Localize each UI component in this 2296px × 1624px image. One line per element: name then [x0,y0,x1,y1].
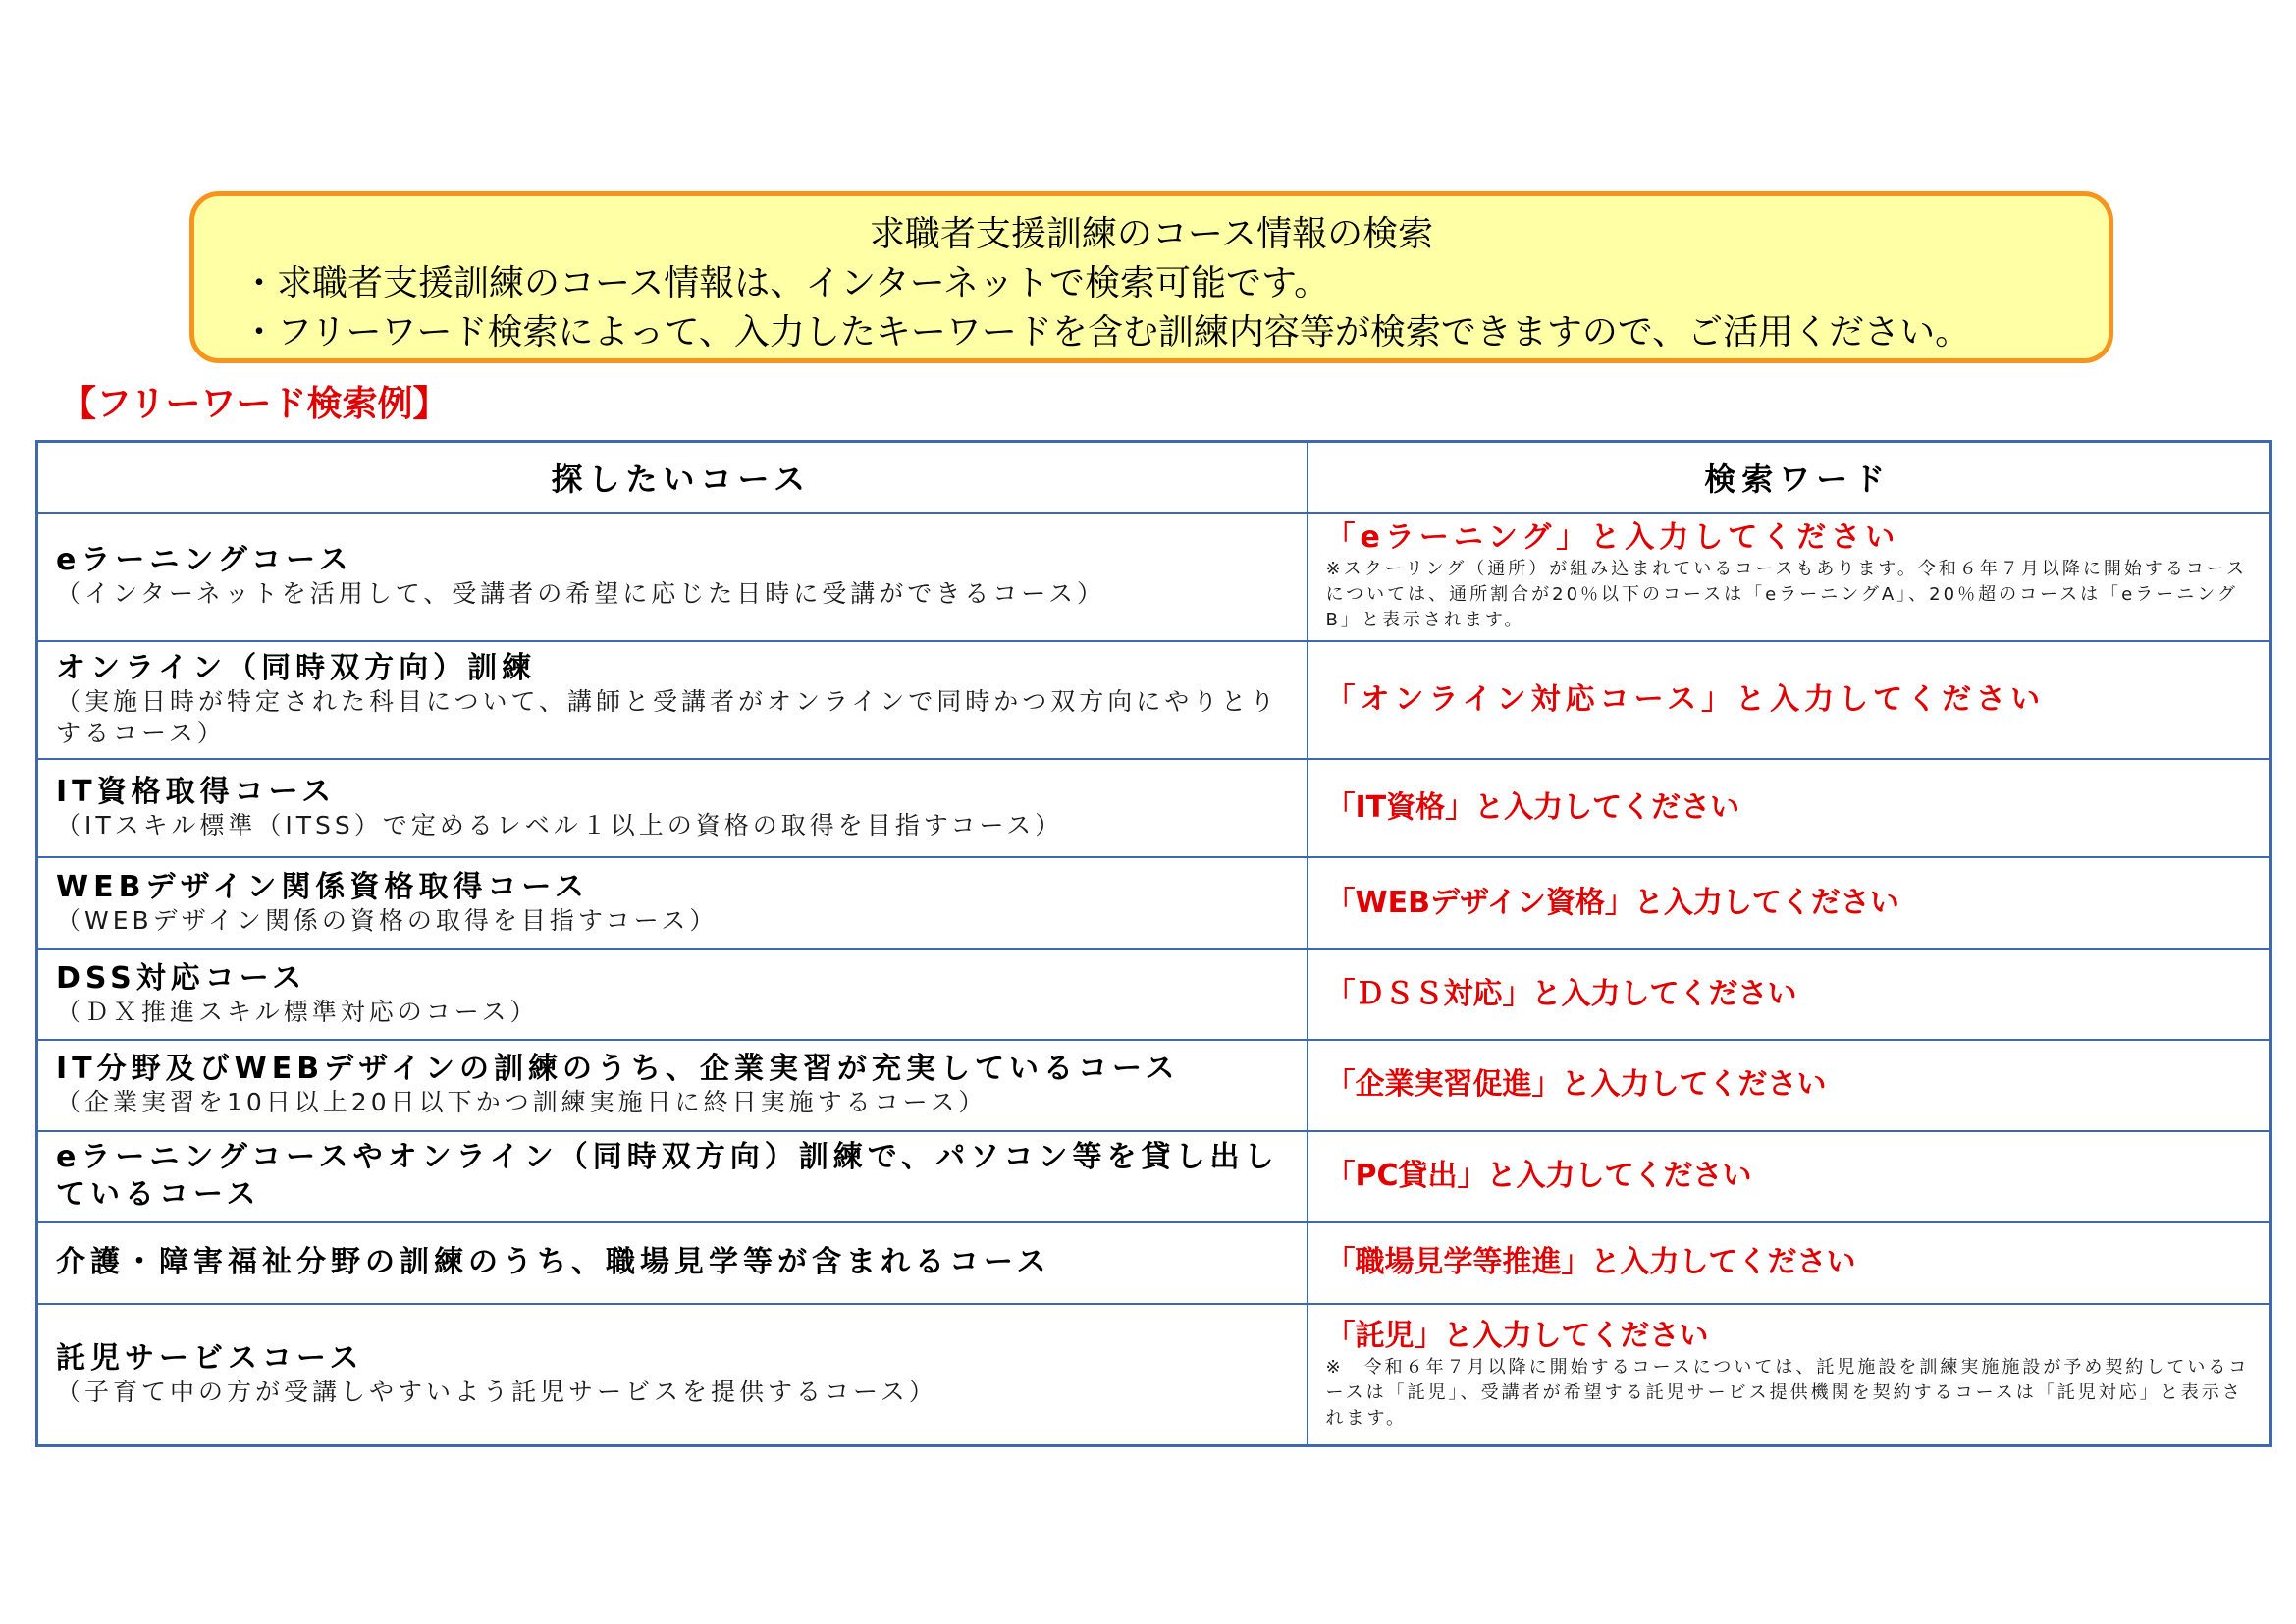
search-keyword: 「eラーニング」と入力してください [1325,520,1900,555]
search-keyword: 「PC貸出」と入力してください [1325,1159,1752,1193]
section-label: 【フリーワード検索例】 [61,384,449,424]
header-keyword: 検索ワード [1308,442,2271,513]
notice-line-1: ・求職者支援訓練のコース情報は、インターネットで検索可能です。 [241,263,1330,303]
notice-title: 求職者支援訓練のコース情報の検索 [869,214,1434,254]
table-row [37,759,2271,857]
course-desc: （インターネットを活用して、受講者の希望に応じた日時に受講ができるコース） [56,579,1106,608]
search-keyword: 「オンライン対応コース」と入力してください [1325,681,2046,717]
course-desc: （子育て中の方が受講しやすいよう託児サービスを提供するコース） [56,1377,937,1406]
table-row [37,1131,2271,1222]
search-keyword: 「WEBデザイン資格」と入力してください [1325,885,1899,920]
keyword-note: ※ 令和６年７月以降に開始するコースについては、託児施設を訓練実施施設が予め契約しているコースは「託児」、受講者が希望する託児サービス提供機関を契約するコースは「託児対応」と表示されます。 [1325,1356,2250,1429]
course-desc: （企業実習を10日以上20日以下かつ訓練実施日に終日実施するコース） [56,1088,988,1116]
course-name: IT資格取得コース [56,774,337,809]
course-name: eラーニングコースやオンライン（同時双方向）訓練で、パソコン等を貸し出しているコース [56,1140,1279,1212]
search-keyword: 「企業実習促進」と入力してください [1325,1067,1827,1102]
course-desc: （ＤＸ推進スキル標準対応のコース） [56,997,539,1026]
course-name: 託児サービスコース [56,1340,364,1376]
header-course: 探したいコース [37,442,1308,513]
keyword-note: ※スクーリング（通所）が組み込まれているコースもあります。令和６年７月以降に開始するコースについては、通所割合が20％以下のコースは「eラーニングA」、20％超のコースは「eラーニングB」と表示されます。 [1325,559,2247,630]
course-desc: （ITスキル標準（ITSS）で定めるレベル１以上の資格の取得を目指すコース） [56,810,1064,839]
notice-line-2: ・フリーワード検索によって、入力したキーワードを含む訓練内容等が検索できますので、ご活用ください。 [241,312,1971,352]
course-name: IT分野及びWEBデザインの訓練のうち、企業実習が充実しているコース [56,1052,1180,1086]
table-row [37,1222,2271,1304]
course-desc: （WEBデザイン関係の資格の取得を目指すコース） [56,905,719,935]
course-name: WEBデザイン関係資格取得コース [56,869,589,904]
course-name: 介護・障害福祉分野の訓練のうち、職場見学等が含まれるコース [56,1245,1051,1279]
table-header-row [37,442,2271,513]
search-keyword: 「IT資格」と入力してください [1325,789,1740,825]
info-notice-box [189,191,2113,363]
table-row [37,641,2271,759]
table-row [37,1304,2271,1446]
search-examples-table [35,440,2272,1447]
course-name: DSS対応コース [56,960,307,996]
table-row [37,857,2271,949]
course-name: オンライン（同時双方向）訓練 [56,650,537,685]
search-keyword: 「職場見学等推進」と入力してください [1325,1245,1856,1279]
search-keyword: 「託児」と入力してください [1325,1318,1709,1353]
table-row [37,949,2271,1040]
search-keyword: 「ＤＳＳ対応」と入力してください [1325,976,1797,1011]
course-name: eラーニングコース [56,543,353,577]
table-row [37,513,2271,641]
table-row [37,1040,2271,1131]
course-desc: （実施日時が特定された科目について、講師と受講者がオンラインで同時かつ双方向にやりとりするコース） [56,686,1279,747]
